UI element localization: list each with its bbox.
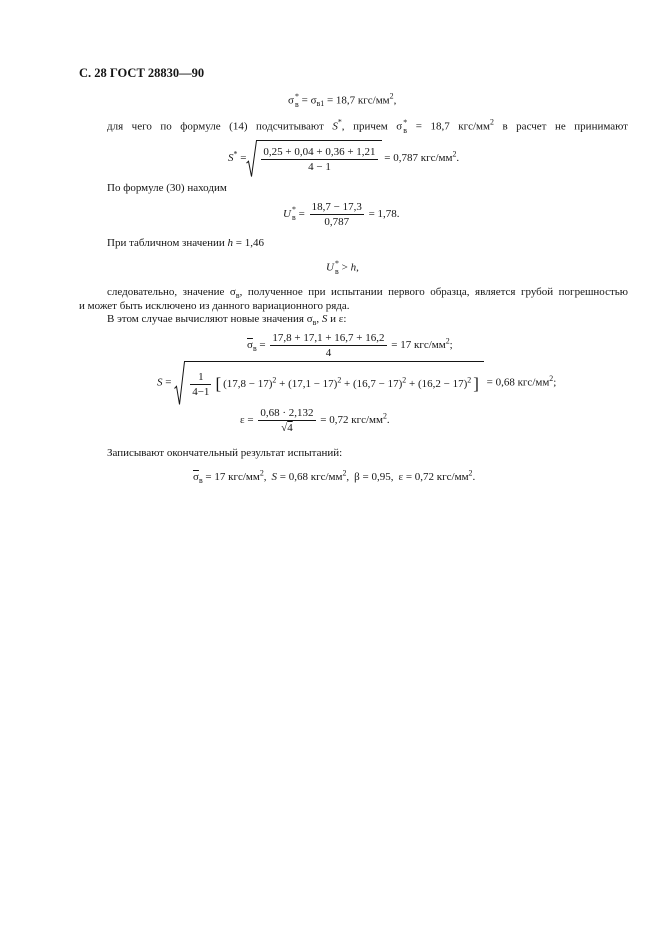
page-header: [79, 66, 204, 80]
sigma-mean-symbol: $\overline{\sigma}$: [247, 338, 253, 351]
result-text: = 1,78.: [365, 207, 400, 220]
text-line-s-star: [107, 117, 628, 135]
coefficient-fraction: [190, 371, 211, 398]
u-symbol: U: [326, 261, 334, 274]
punctuation: .: [472, 470, 476, 483]
formula-final-result-line: [193, 467, 476, 485]
u-superscript: *: [291, 205, 296, 215]
radical-sign: [174, 361, 185, 405]
paragraph-gross-error-line-1-content: [107, 286, 628, 299]
formula-s-star-line: [228, 140, 459, 177]
epsilon-symbol: ε: [240, 413, 245, 426]
sigma-subscript: в: [198, 475, 203, 485]
unit-power: 2: [468, 467, 473, 477]
term-power: 2: [272, 375, 277, 385]
unit-power: 2: [452, 148, 457, 158]
s-symbol: S: [321, 312, 328, 325]
s-superscript: *: [233, 148, 238, 158]
result-text: = 17 кгс/мм: [202, 470, 260, 483]
paragraph-gross-error-line-2-content: и может быть исключено из данного вариационного ряда.: [79, 299, 350, 312]
squared-term: (16,7 − 17): [353, 378, 403, 391]
u-symbol: U: [283, 207, 291, 220]
punctuation: ;: [553, 376, 557, 389]
punctuation: .: [386, 413, 390, 426]
radical-sign: [246, 140, 257, 177]
plus-sign: +: [276, 378, 289, 391]
value-text: = 18,7 кгс/мм: [324, 94, 390, 107]
u-subscript: в: [291, 213, 296, 223]
s-symbol: S: [332, 120, 338, 133]
result-text: = 0,72 кгс/мм: [317, 413, 383, 426]
h-symbol: h: [350, 261, 357, 274]
formula-compare: [326, 259, 359, 277]
numerator: 17,8 + 17,1 + 16,7 + 16,2: [272, 331, 385, 344]
text-line-formula-30-content: По формуле (30) находим: [107, 181, 227, 194]
u-subscript: в: [334, 267, 339, 276]
sigma-subscript-b1: в1: [316, 99, 325, 109]
term-power: 2: [337, 375, 342, 385]
punctuation: .: [456, 151, 460, 164]
separator: ,: [263, 470, 267, 483]
denominator: 4−1: [192, 386, 210, 398]
equals-sign: =: [295, 207, 308, 220]
right-bracket: ]: [473, 374, 479, 394]
result-text: = 0,68 кгс/мм: [277, 470, 343, 483]
left-bracket: [: [215, 374, 222, 394]
result-text: = 0,787 кгс/мм: [381, 151, 453, 164]
fraction: [258, 407, 315, 434]
term-power: 2: [402, 375, 407, 385]
text-part: следовательно, значение σ: [107, 285, 236, 298]
text-line-s-star-content: [107, 119, 628, 135]
text-part: для чего по формуле (14) подсчитывают: [107, 120, 333, 133]
sigma-mean-symbol: $\overline{\sigma}$: [193, 470, 199, 483]
epsilon-result: ε = 0,72 кгс/мм: [398, 470, 469, 483]
s-symbol: S: [157, 376, 163, 389]
text-line-final-label: [107, 446, 342, 460]
sigma-superscript: *: [294, 92, 299, 102]
equals-sign: =: [256, 338, 269, 351]
denominator: 4 − 1: [308, 160, 331, 173]
plus-sign: +: [341, 378, 354, 391]
unit-power: 2: [489, 117, 494, 127]
numerator: 18,7 − 17,3: [311, 200, 362, 213]
equals-sign: =: [244, 413, 257, 426]
fraction: [310, 201, 364, 228]
page-header-title: С. 28 ГОСТ 28830—90: [79, 65, 205, 80]
text-part: = 18,7 кгс/мм: [407, 120, 490, 133]
term-power: 2: [467, 375, 472, 385]
unit-power: 2: [445, 335, 450, 345]
numerator: 1: [190, 371, 211, 385]
text-part: При табличном значении: [107, 236, 228, 249]
formula-u-line: [283, 201, 400, 228]
formula-u: [283, 192, 400, 236]
sigma-symbol: σ: [288, 94, 294, 107]
denominator: [258, 421, 315, 434]
unit-power: 2: [342, 467, 347, 477]
formula-final-result: [193, 468, 475, 486]
unit-power: 2: [389, 91, 394, 101]
text-line-table-value: [107, 236, 264, 250]
separator: ,: [346, 470, 350, 483]
formula-compare-line: [326, 260, 359, 276]
greater-than-sign: >: [338, 261, 351, 274]
paragraph-gross-error-line-2: [79, 299, 349, 313]
formula-s-star: [228, 136, 459, 180]
unit-power: 2: [549, 373, 554, 383]
unit-power: 2: [259, 467, 264, 477]
paragraph-gross-error-line-1: [107, 285, 628, 299]
text-part: В этом случае вычисляют новые значения σ: [107, 312, 313, 325]
result-text: = 0,68 кгс/мм: [483, 376, 550, 389]
squared-term: (17,1 − 17): [288, 378, 338, 391]
s-superscript: *: [337, 117, 342, 127]
beta-result: β = 0,95,: [354, 470, 394, 483]
numerator: 0,68 · 2,132: [260, 406, 314, 419]
s-symbol: S: [228, 151, 234, 164]
punctuation: ,: [393, 94, 397, 107]
plus-sign: +: [406, 378, 418, 391]
h-symbol: h: [227, 236, 234, 249]
equals-sigma-text: = σ: [298, 94, 317, 107]
s-symbol: S: [271, 470, 278, 483]
radicand-value: 4: [287, 421, 293, 434]
sigma-subscript: в: [312, 317, 317, 327]
radical-glyph: √: [281, 421, 288, 434]
formula-epsilon-line: [240, 407, 390, 434]
formula-epsilon: [240, 398, 390, 442]
text-part: в расчет не принимают: [493, 120, 628, 133]
unit-power: 2: [382, 410, 387, 420]
text-line-final-label-content: Записывают окончательный результат испытаний:: [107, 446, 343, 459]
punctuation: ,: [356, 261, 359, 274]
result-text: = 17 кгс/мм: [388, 338, 446, 351]
sigma-superscript: *: [403, 118, 408, 128]
text-part: ,: [316, 312, 322, 325]
u-superscript: *: [334, 259, 339, 269]
equals-sign: =: [237, 151, 247, 164]
text-line-table-value-content: [107, 237, 264, 250]
sigma-subscript: в: [252, 343, 257, 353]
text-part: = 1,46: [233, 236, 264, 249]
denominator: 4: [325, 346, 332, 359]
square-root: [246, 140, 381, 177]
formula-sigma-excluded-line: [288, 93, 396, 109]
numerator: 0,25 + 0,04 + 0,36 + 1,21: [263, 145, 376, 158]
sigma-subscript: в: [403, 126, 407, 135]
text-line-formula-30: [107, 181, 227, 195]
sigma-subscript: в: [235, 290, 240, 300]
formula-sigma-excluded: [288, 92, 396, 110]
sigma-subscript: в: [294, 100, 299, 109]
text-part: , причем σ: [341, 120, 403, 133]
squared-term: (17,8 − 17): [223, 378, 273, 391]
punctuation: ;: [449, 338, 453, 351]
radicand: [257, 140, 381, 177]
text-part: , полученное при испытании первого образца, является грубой погрешностью: [239, 285, 629, 298]
denominator: 0,787: [324, 215, 350, 228]
fraction: [261, 146, 377, 173]
equals-sign: =: [162, 376, 175, 389]
text-part: и ε:: [327, 312, 347, 325]
squared-term: (16,2 − 17): [417, 378, 468, 391]
